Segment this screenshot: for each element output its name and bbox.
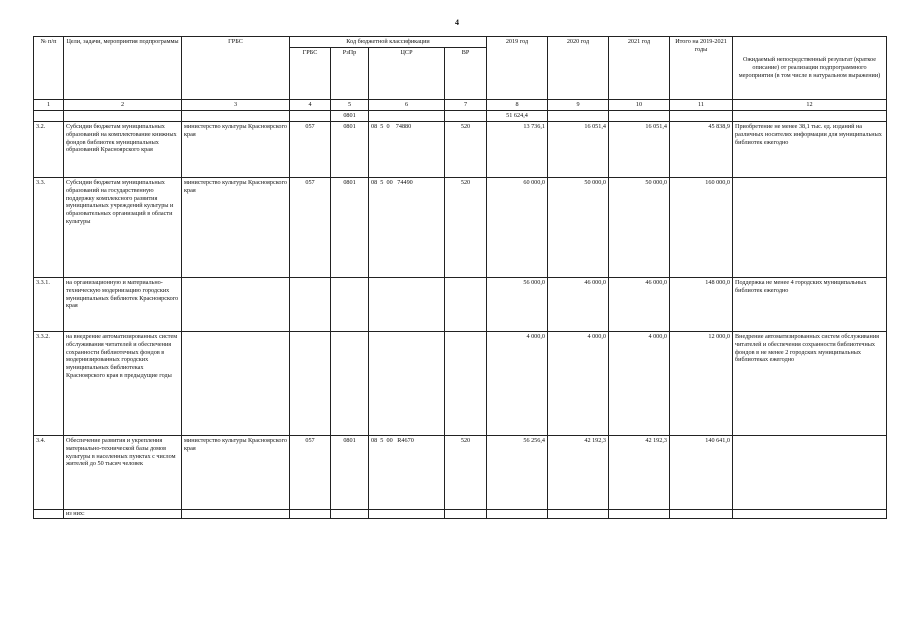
header-budget-code: Код бюджетной классификации <box>290 37 487 48</box>
column-number: 3 <box>182 100 290 111</box>
column-number: 8 <box>487 100 548 111</box>
table-row <box>34 122 887 178</box>
row-total: 45 838,9 <box>670 122 733 178</box>
row-2019: 56 000,0 <box>487 278 548 332</box>
row-2020: 50 000,0 <box>548 178 609 278</box>
row-goal: Обеспечение развития и укрепления материально-технической базы домов культуры в населенных пунктах с числом жителей до 50 тысяч человек <box>64 436 182 510</box>
header-no: № п/п <box>34 37 64 100</box>
row-2020: 4 000,0 <box>548 332 609 436</box>
row-grbs-code <box>290 332 331 436</box>
row-vr <box>445 278 487 332</box>
column-number: 11 <box>670 100 733 111</box>
row-2021: 4 000,0 <box>609 332 670 436</box>
column-number: 10 <box>609 100 670 111</box>
header-2021: 2021 год <box>609 37 670 100</box>
table-row <box>34 178 887 278</box>
row-2019: 13 736,1 <box>487 122 548 178</box>
table-row <box>34 436 887 510</box>
row-total: 160 000,0 <box>670 178 733 278</box>
row-rzpr <box>331 332 369 436</box>
row-goal: Субсидии бюджетам муниципальных образований на комплектование книжных фондов библиотек муниципальных образований Красноярского края <box>64 122 182 178</box>
header-vr: ВР <box>445 47 487 99</box>
row-vr: 520 <box>445 436 487 510</box>
row-2021: 16 051,4 <box>609 122 670 178</box>
row-rzpr: 0801 <box>331 122 369 178</box>
column-number: 5 <box>331 100 369 111</box>
row-vr <box>445 332 487 436</box>
row-2020: 46 000,0 <box>548 278 609 332</box>
row-2019: 56 256,4 <box>487 436 548 510</box>
row-grbs: министерство культуры Красноярского края <box>182 122 290 178</box>
header-total: Итого на 2019-2021 годы <box>670 37 733 100</box>
row-goal: Субсидии бюджетам муниципальных образований на государственную поддержку комплексного развития муниципальных учреждений культуры и образовательных организаций в области культуры <box>64 178 182 278</box>
header-goals: Цели, задачи, мероприятия подпрограммы <box>64 37 182 100</box>
row-number: 3.3. <box>34 178 64 278</box>
row-result: Приобретение не менее 38,1 тыс. ед. изданий на различных носителях информации для муниципальных библиотек ежегодно <box>733 122 887 178</box>
row-csr <box>369 278 445 332</box>
header-2020: 2020 год <box>548 37 609 100</box>
row-result <box>733 178 887 278</box>
row-goal: на внедрение автоматизированных систем обслуживания читателей и обеспечения сохранности библиотечных фондов в модернизированных городских муниципальных библиотеках Красноярского края в предыдущие годы <box>64 332 182 436</box>
row-2019: 4 000,0 <box>487 332 548 436</box>
row-grbs: министерство культуры Красноярского края <box>182 436 290 510</box>
row-2021: 46 000,0 <box>609 278 670 332</box>
partial-2019: 51 624,4 <box>487 111 548 122</box>
row-rzpr: 0801 <box>331 436 369 510</box>
row-number: 3.2. <box>34 122 64 178</box>
row-total: 140 641,0 <box>670 436 733 510</box>
row-number: 3.3.1. <box>34 278 64 332</box>
row-total: 148 000,0 <box>670 278 733 332</box>
column-number: 4 <box>290 100 331 111</box>
table-row <box>34 278 887 332</box>
row-grbs-code: 057 <box>290 178 331 278</box>
column-numbers-row <box>34 100 887 111</box>
row-vr: 520 <box>445 122 487 178</box>
header-2019: 2019 год <box>487 37 548 100</box>
row-2021: 42 192,3 <box>609 436 670 510</box>
row-2019: 60 000,0 <box>487 178 548 278</box>
partial-row <box>34 111 887 122</box>
column-number: 12 <box>733 100 887 111</box>
table-row <box>34 510 887 519</box>
row-grbs-code <box>290 278 331 332</box>
row-csr: 08 5 0 74880 <box>369 122 445 178</box>
row-result: Поддержка не менее 4 городских муниципальных библиотек ежегодно <box>733 278 887 332</box>
row-number: 3.4. <box>34 436 64 510</box>
row-grbs-code: 057 <box>290 122 331 178</box>
row-grbs <box>182 278 290 332</box>
row-goal: на организационную и материально-техническую модернизацию городских муниципальных библиотек Красноярского края <box>64 278 182 332</box>
header-row-1 <box>34 37 887 48</box>
partial-rzpr: 0801 <box>331 111 369 122</box>
table-row <box>34 332 887 436</box>
row-grbs <box>182 332 290 436</box>
row-2020: 42 192,3 <box>548 436 609 510</box>
page-number: 4 <box>455 18 459 27</box>
column-number: 7 <box>445 100 487 111</box>
header-rzpr: РзПр <box>331 47 369 99</box>
header-grbs-code: ГРБС <box>290 47 331 99</box>
header-grbs: ГРБС <box>182 37 290 100</box>
header-csr: ЦСР <box>369 47 445 99</box>
column-number: 6 <box>369 100 445 111</box>
row-csr: 08 5 00 74490 <box>369 178 445 278</box>
column-number: 9 <box>548 100 609 111</box>
row-result: Внедрение автоматизированных систем обслуживания читателей и обеспечения сохранности библиотечных фондов в не менее 2 городских муниципальных библиотеках ежегодно <box>733 332 887 436</box>
row-csr <box>369 332 445 436</box>
row-2021: 50 000,0 <box>609 178 670 278</box>
row-vr: 520 <box>445 178 487 278</box>
row-csr: 08 5 00 R4670 <box>369 436 445 510</box>
row-2020: 16 051,4 <box>548 122 609 178</box>
row-grbs-code: 057 <box>290 436 331 510</box>
row-goal: из них: <box>64 510 182 519</box>
row-result <box>733 436 887 510</box>
row-grbs: министерство культуры Красноярского края <box>182 178 290 278</box>
row-number: 3.3.2. <box>34 332 64 436</box>
row-rzpr <box>331 278 369 332</box>
program-activities-table <box>33 36 887 519</box>
column-number: 2 <box>64 100 182 111</box>
row-rzpr: 0801 <box>331 178 369 278</box>
column-number: 1 <box>34 100 64 111</box>
row-total: 12 000,0 <box>670 332 733 436</box>
header-result: Ожидаемый непосредственный результат (краткое описание) от реализации подпрограммного мероприятия (в том числе в натуральном выражении) <box>733 37 887 100</box>
